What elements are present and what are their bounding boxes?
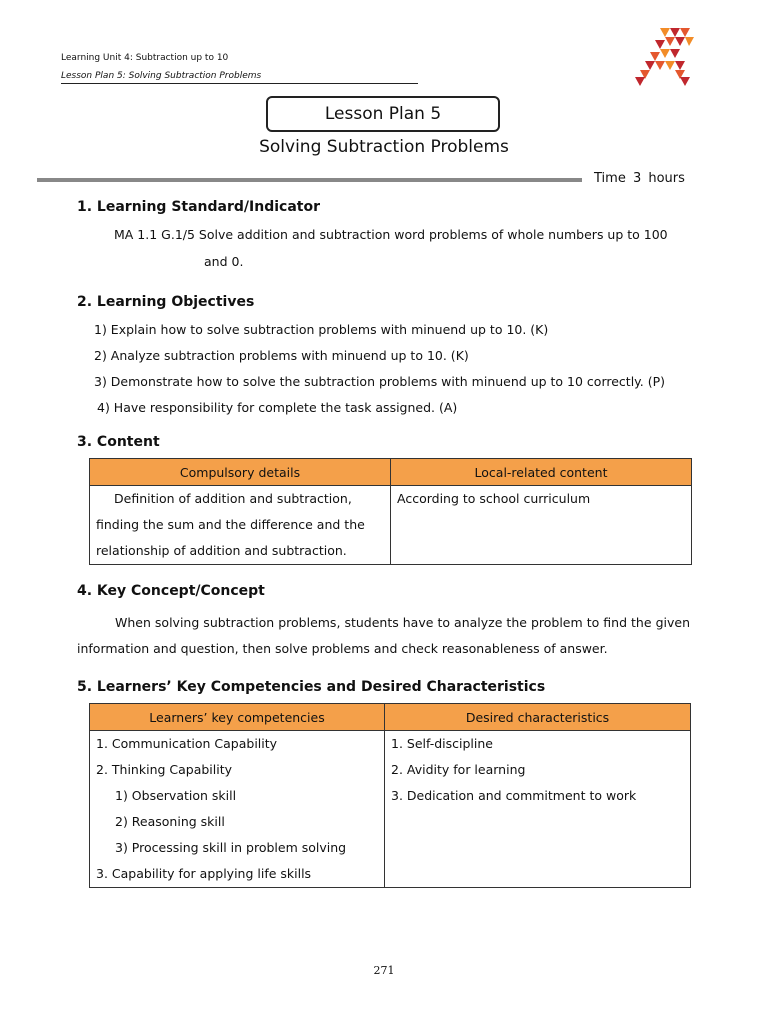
section4-heading: 4. Key Concept/Concept bbox=[77, 583, 265, 599]
objective-item: 4) Have responsibility for complete the task assigned. (A) bbox=[97, 400, 458, 415]
competency-item: 2. Thinking Capability bbox=[96, 762, 233, 777]
page-number: 271 bbox=[373, 964, 395, 977]
characteristics-col: Desired characteristics bbox=[385, 704, 691, 731]
competency-item: 3. Capability for applying life skills bbox=[96, 866, 312, 881]
characteristic-item: 1. Self-discipline bbox=[391, 736, 493, 751]
competency-subitem: 1) Observation skill bbox=[115, 788, 237, 803]
compulsory-line: Definition of addition and subtraction, bbox=[114, 491, 352, 506]
section-rule bbox=[37, 178, 582, 182]
lesson-subtitle: Solving Subtraction Problems bbox=[259, 137, 509, 157]
section1-heading: 1. Learning Standard/Indicator bbox=[77, 199, 320, 215]
competency-item: 1. Communication Capability bbox=[96, 736, 278, 751]
triangle-mosaic-logo-icon bbox=[632, 28, 694, 86]
competencies-cell bbox=[90, 731, 385, 888]
objective-item: 3) Demonstrate how to solve the subtraction problems with minuend up to 10 correctly. (P) bbox=[94, 374, 666, 389]
content-table bbox=[89, 458, 692, 565]
competencies-col: Learners’ key competencies bbox=[90, 704, 385, 731]
section5-heading: 5. Learners’ Key Competencies and Desired Characteristics bbox=[77, 679, 546, 695]
characteristic-item: 3. Dedication and commitment to work bbox=[391, 788, 637, 803]
section3-heading: 3. Content bbox=[77, 434, 160, 450]
objective-item: 1) Explain how to solve subtraction problems with minuend up to 10. (K) bbox=[94, 322, 549, 337]
characteristic-item: 2. Avidity for learning bbox=[391, 762, 526, 777]
local-content-cell: According to school curriculum bbox=[391, 486, 692, 565]
lesson-title: Lesson Plan 5 bbox=[266, 96, 500, 132]
header-unit: Learning Unit 4: Subtraction up to 10 bbox=[61, 53, 229, 63]
competencies-table bbox=[89, 703, 691, 888]
competency-subitem: 3) Processing skill in problem solving bbox=[115, 840, 347, 855]
indicator-line2: and 0. bbox=[204, 254, 244, 269]
compulsory-line: finding the sum and the difference and the bbox=[96, 517, 365, 532]
indicator-line1: MA 1.1 G.1/5 Solve addition and subtraction word problems of whole numbers up to 100 bbox=[114, 227, 668, 242]
compulsory-details-cell bbox=[90, 486, 391, 565]
characteristics-cell bbox=[385, 731, 691, 888]
compulsory-line: relationship of addition and subtraction. bbox=[96, 543, 347, 558]
content-col-compulsory: Compulsory details bbox=[90, 459, 391, 486]
content-col-local: Local-related content bbox=[391, 459, 692, 486]
objective-item: 2) Analyze subtraction problems with minuend up to 10. (K) bbox=[94, 348, 469, 363]
key-concept-text: When solving subtraction problems, students have to analyze the problem to find the given information and question, then solve problems and check reasonableness of answer. bbox=[77, 615, 690, 656]
time-label: Time 3 hours bbox=[594, 171, 685, 186]
header-plan: Lesson Plan 5: Solving Subtraction Problems bbox=[61, 71, 262, 81]
header-divider bbox=[61, 83, 418, 84]
section2-heading: 2. Learning Objectives bbox=[77, 294, 255, 310]
competency-subitem: 2) Reasoning skill bbox=[115, 814, 225, 829]
